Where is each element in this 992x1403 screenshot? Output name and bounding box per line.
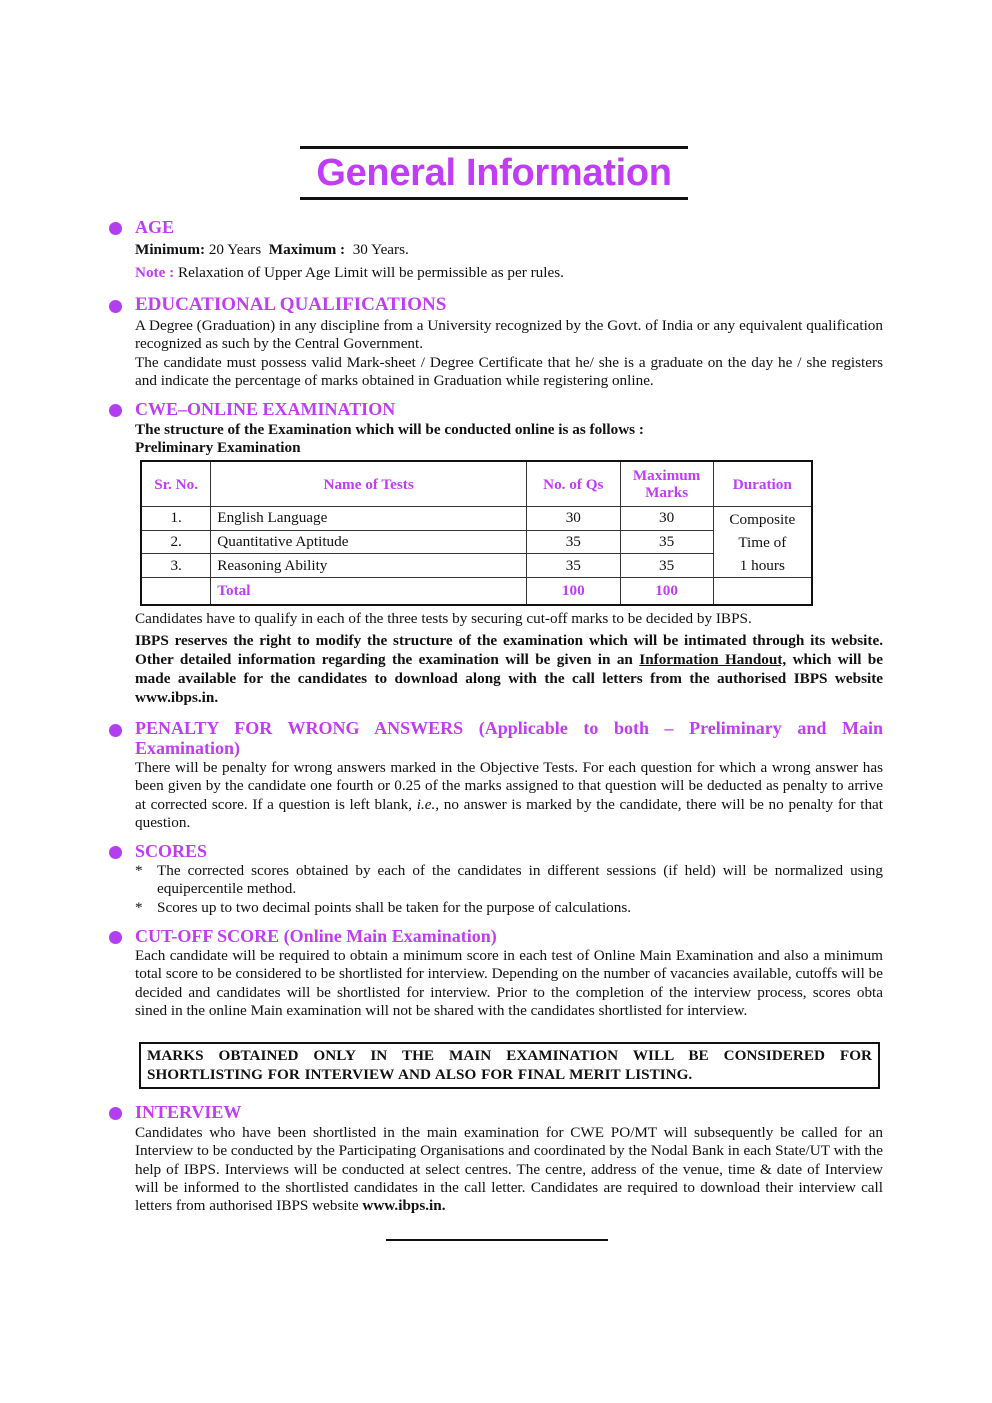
reserve-text-2: which will be made available for the candidates to download along with the call letters from the authorised IBPS website www.ibps.in.	[135, 651, 883, 706]
education-para-2: The candidate must possess valid Mark-sheet / Degree Certificate that he/ she is a graduate on the day he / she registers and indicate the percentage of marks obtained in Graduation while registering online.	[135, 354, 883, 390]
table-total-row	[141, 578, 812, 605]
asterisk-icon: *	[135, 862, 143, 879]
cell-sr: 3.	[141, 554, 211, 578]
max-value: 30 Years.	[345, 241, 409, 258]
cell-empty	[713, 578, 812, 605]
penalty-text	[135, 759, 883, 832]
header-name-of-tests: Name of Tests	[211, 461, 527, 507]
duration-line: Time of	[738, 534, 787, 551]
cell-qs: 35	[526, 554, 620, 578]
table-header-row	[141, 461, 812, 507]
cell-qs: 35	[526, 530, 620, 554]
cell-empty	[141, 578, 211, 605]
header-no-of-qs: No. of Qs	[526, 461, 620, 507]
asterisk-icon: *	[135, 899, 143, 916]
merit-notice-box: MARKS OBTAINED ONLY IN THE MAIN EXAMINATION WILL BE CONSIDERED FOR SHORTLISTING FOR INTERVIEW AND ALSO FOR FINAL MERIT LISTING.	[139, 1042, 880, 1089]
bullet-icon	[109, 300, 122, 313]
age-range	[135, 241, 883, 259]
cell-marks: 30	[620, 507, 713, 531]
cell-total-label: Total	[211, 578, 527, 605]
penalty-text-2: no answer is marked by the candidate, there will be no penalty for that question.	[135, 795, 884, 831]
header-maximum-marks: Maximum Marks	[620, 461, 713, 507]
header-duration: Duration	[713, 461, 812, 507]
scores-item-text: Scores up to two decimal points shall be taken for the purpose of calculations.	[157, 899, 632, 916]
cell-test-name: Quantitative Aptitude	[211, 530, 527, 554]
duration-line: Composite	[729, 511, 796, 528]
interview-text-body: Candidates who have been shortlisted in the main examination for CWE PO/MT will subsequently be called for an Interview to be conducted by the Participating Organisations and coordinated by the Nodal Bank in each State/UT with the help of IBPS. Interviews will be conducted at select centres. The centre, address of the venue, time & date of Interview will be informed to the shortlisted candidates in the call letter. Candidates are required to download their interview call letters from authorised IBPS website	[135, 1124, 883, 1215]
reserve-note	[135, 631, 883, 707]
max-label: Maximum :	[268, 241, 346, 258]
cutoff-heading: CUT-OFF SCORE (Online Main Examination)	[135, 926, 497, 946]
cell-test-name: Reasoning Ability	[211, 554, 527, 578]
table-row	[141, 530, 812, 554]
bullet-icon	[109, 931, 122, 944]
table-row	[141, 554, 812, 578]
ibps-website-link[interactable]: www.ibps.in.	[362, 1197, 446, 1215]
cwe-heading: CWE–ONLINE EXAMINATION	[135, 399, 396, 419]
duration-line: 1 hours	[739, 557, 785, 574]
scores-heading: SCORES	[135, 841, 208, 861]
bullet-icon	[109, 1107, 122, 1120]
interview-heading: INTERVIEW	[135, 1102, 242, 1122]
cell-test-name: English Language	[211, 507, 527, 531]
bullet-icon	[109, 724, 122, 737]
cell-duration	[713, 507, 812, 578]
age-note	[135, 264, 883, 282]
cell-marks: 35	[620, 530, 713, 554]
min-label: Minimum:	[135, 241, 206, 258]
note-text: Relaxation of Upper Age Limit will be permissible as per rules.	[174, 264, 564, 281]
table-row	[141, 507, 812, 531]
qualify-note: Candidates have to qualify in each of the three tests by securing cut-off marks to be decided by IBPS.	[135, 610, 752, 627]
cell-total-marks: 100	[620, 578, 713, 605]
scores-item-text: The corrected scores obtained by each of the candidates in different sessions (if held) will be normalized using equipercentile method.	[157, 862, 883, 898]
cwe-subheading: Preliminary Examination	[135, 439, 301, 456]
reserve-text-1: IBPS reserves the right to modify the structure of the examination which will be intimated through its website. Other detailed information regarding the examination will be given in an	[135, 632, 883, 668]
page-title-box	[300, 146, 688, 200]
education-para-1: A Degree (Graduation) in any discipline from a University recognized by the Govt. of India or any equivalent qualification recognized as such by the Central Government.	[135, 317, 883, 353]
age-heading: AGE	[135, 217, 175, 237]
cell-marks: 35	[620, 554, 713, 578]
cell-qs: 30	[526, 507, 620, 531]
education-heading: EDUCATIONAL QUALIFICATIONS	[135, 294, 447, 315]
bullet-icon	[109, 404, 122, 417]
min-value: 20 Years	[205, 241, 269, 258]
penalty-text-italic: i.e.,	[416, 795, 440, 813]
cwe-intro: The structure of the Examination which will be conducted online is as follows :	[135, 421, 644, 438]
page-title: General Information	[316, 152, 672, 194]
header-sr-no: Sr. No.	[141, 461, 211, 507]
cutoff-text: Each candidate will be required to obtain a minimum score in each test of Online Main Examination and also a minimum total score to be considered to be shortlisted for interview. Depending on the number of vacancies available, cutoffs will be decided and candidates will be shortlisted for interview. Prior to the completion of the interview process, scores obta sined in the online Main examination will not be shared with the candidates shortlisted for interview.	[135, 947, 902, 1019]
information-handout-link[interactable]: Information Handout,	[639, 651, 787, 668]
penalty-text-1: There will be penalty for wrong answers marked in the Objective Tests. For each question for which a wrong answer has been given by the candidate one fourth or 0.25 of the marks assigned to that question will be deducted as penalty to arrive at corrected score. If a question is left blank,	[135, 759, 883, 813]
cell-sr: 2.	[141, 530, 211, 554]
interview-text	[135, 1124, 883, 1215]
end-divider	[386, 1239, 608, 1241]
cell-sr: 1.	[141, 507, 211, 531]
exam-structure-table	[140, 460, 813, 606]
bullet-icon	[109, 846, 122, 859]
note-label: Note :	[135, 264, 175, 281]
penalty-heading: PENALTY FOR WRONG ANSWERS (Applicable to both – Preliminary and Main Examination)	[135, 718, 883, 758]
cell-total-qs: 100	[526, 578, 620, 605]
bullet-icon	[109, 222, 122, 235]
